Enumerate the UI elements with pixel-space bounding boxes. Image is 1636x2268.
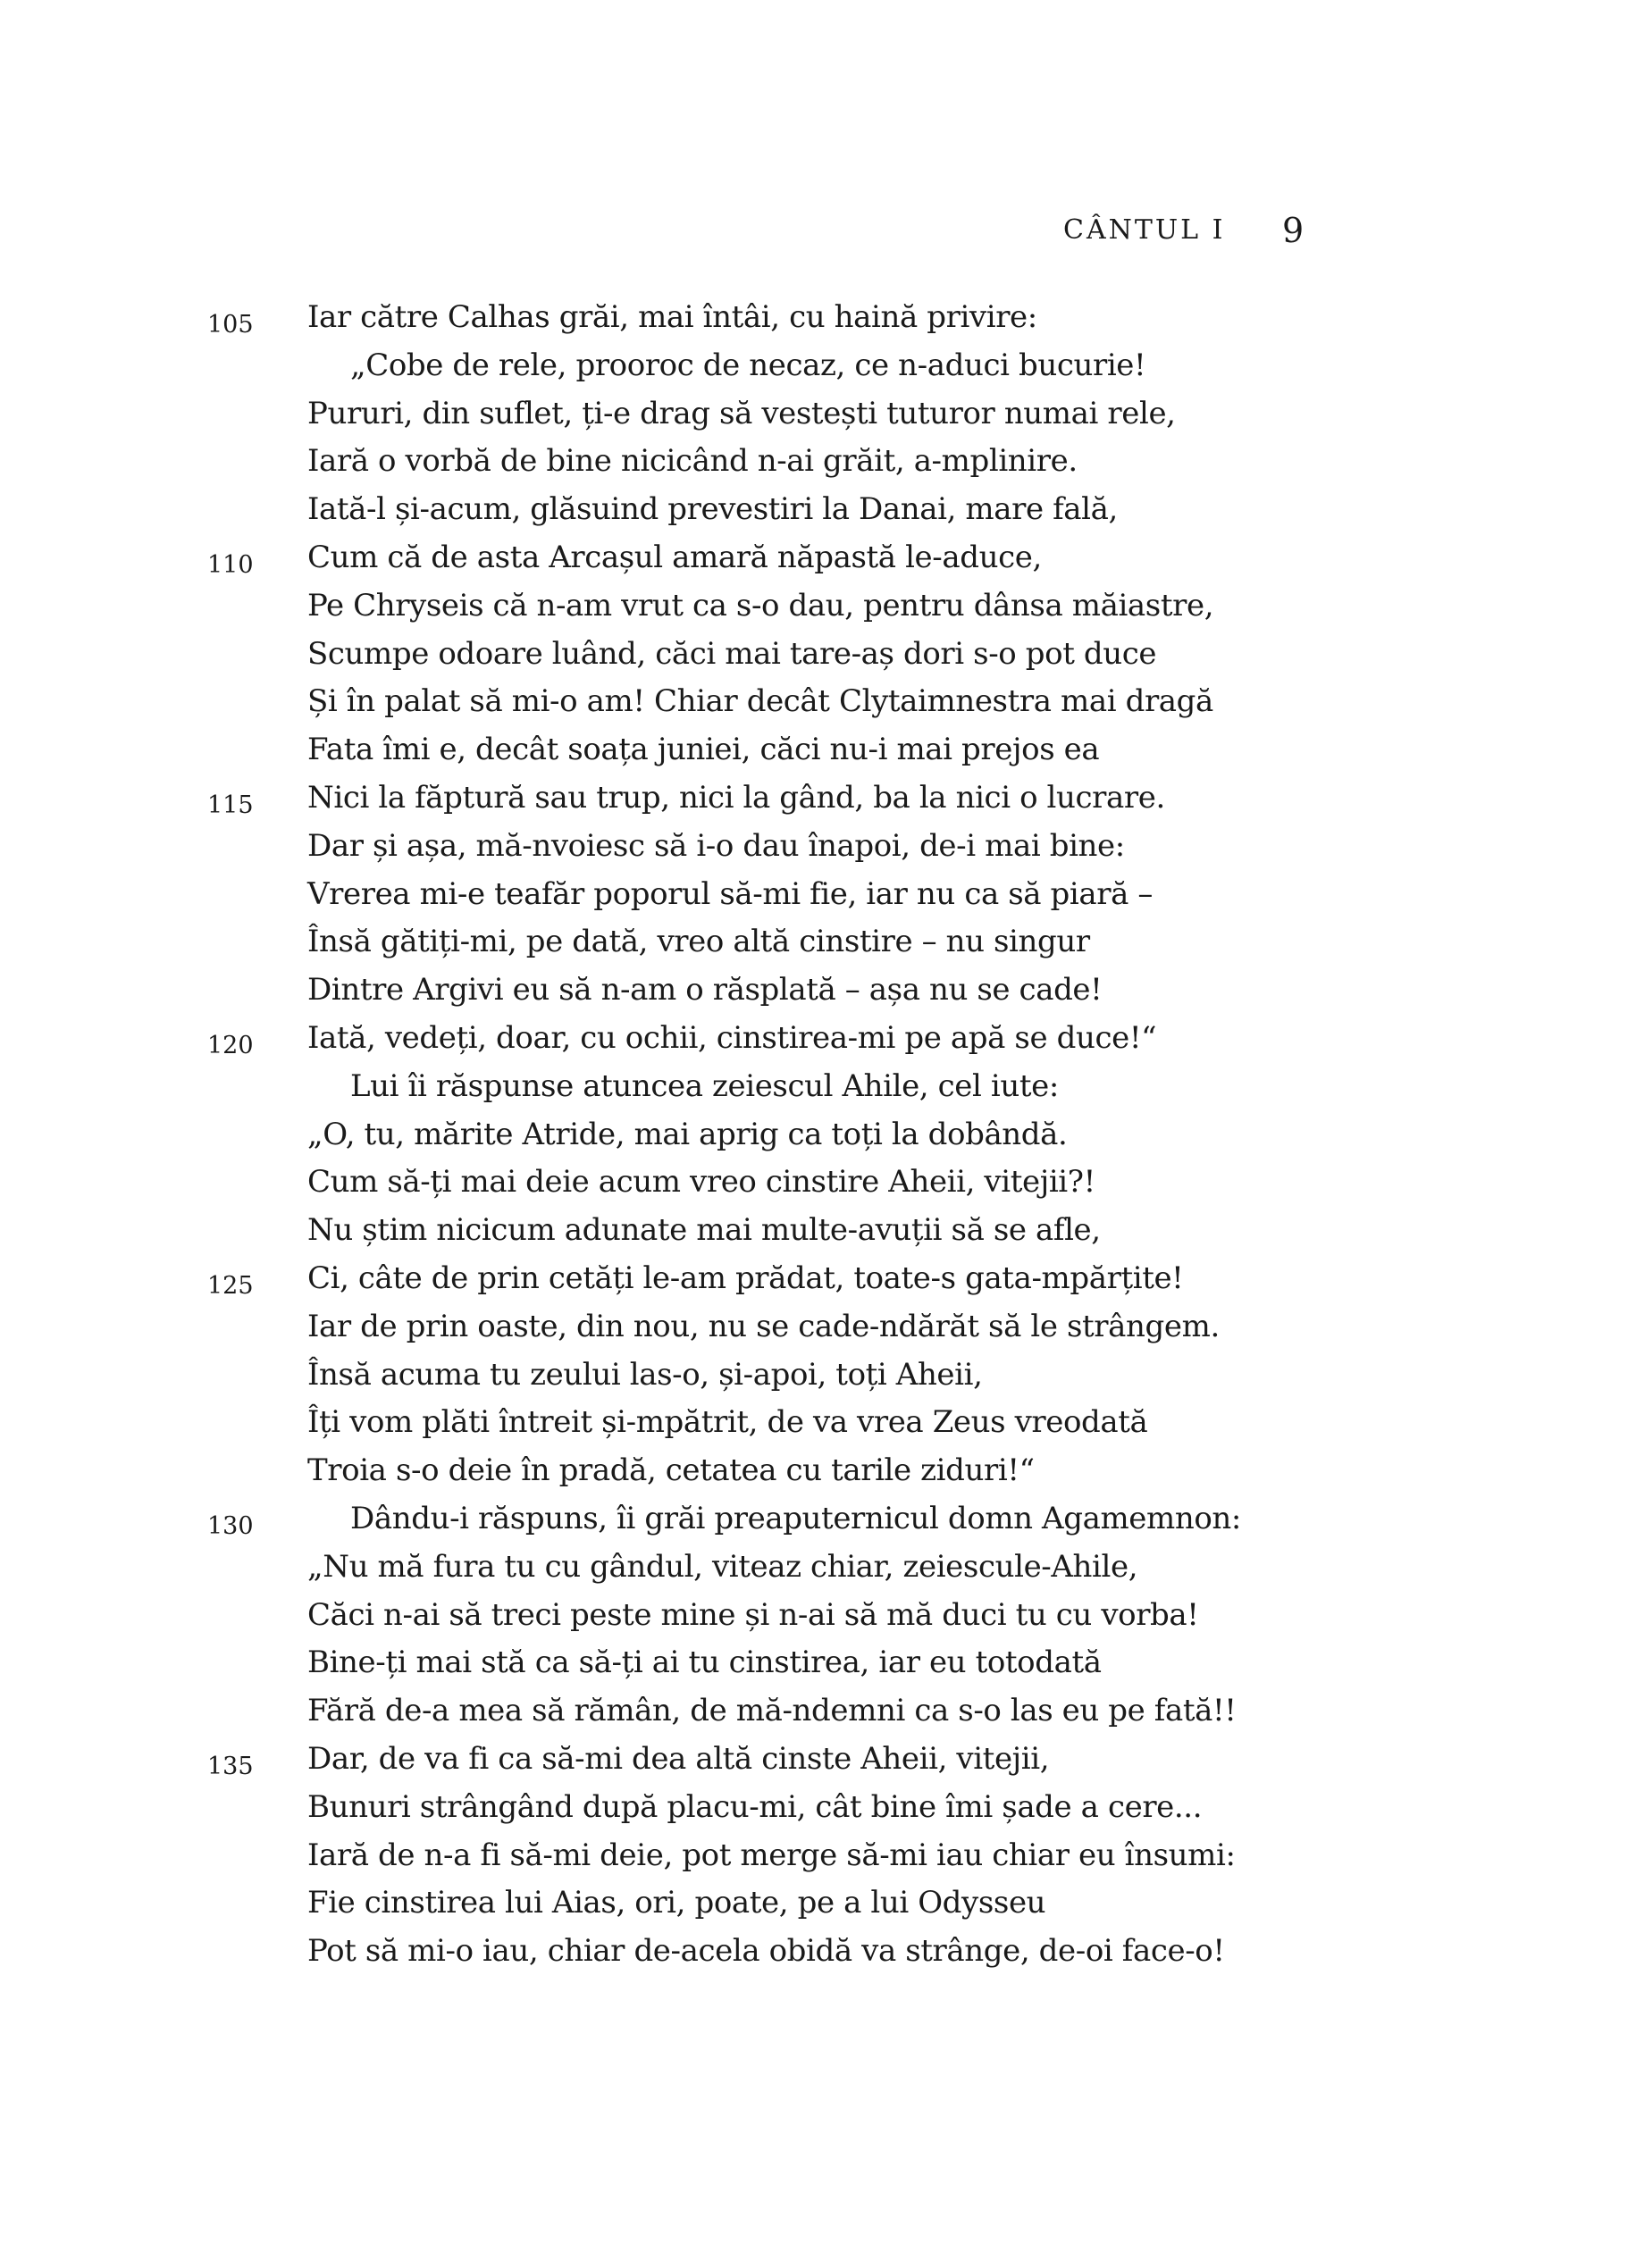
verse-line	[207, 294, 1476, 342]
line-number: 125	[207, 1271, 254, 1300]
line-number: 120	[207, 1031, 254, 1059]
verse-text: Pot să mi-o iau, chiar de-acela obidă va strânge, de-oi face-o!	[307, 1933, 1225, 1970]
verse-text: Iar către Calhas grăi, mai întâi, cu haină privire:	[307, 299, 1037, 335]
verse-text: Căci n-ai să treci peste mine și n-ai să mă duci tu cu vorba!	[307, 1596, 1199, 1633]
verse-text: Troia s-o deie în pradă, cetatea cu tarile ziduri!“	[307, 1452, 1035, 1489]
verse-text: Cum că de asta Arcașul amară năpastă le-aduce,	[307, 539, 1042, 575]
verse-line	[207, 1159, 1476, 1207]
verse-line	[207, 1544, 1476, 1592]
verse-text: Însă acuma tu zeului las-o, și-apoi, toți Aheii,	[307, 1356, 983, 1393]
running-head	[1063, 211, 1313, 255]
verse-line	[207, 918, 1476, 967]
verse-text: Iar de prin oaste, din nou, nu se cade-ndărăt să le strângem.	[307, 1308, 1220, 1344]
verse-text: Pururi, din suflet, ți-e drag să vestești tuturor numai rele,	[307, 395, 1176, 431]
verse-text: Nici la făptură sau trup, nici la gând, ba la nici o lucrare.	[307, 779, 1165, 816]
verse-line	[207, 1015, 1476, 1063]
verse-text: Iară o vorbă de bine nicicând n-ai grăit, a-mplinire.	[307, 443, 1078, 480]
verse-text: Fata îmi e, decât soața juniei, căci nu-i mai prejos ea	[307, 732, 1100, 768]
verse-text: Iară de n-a fi să-mi deie, pot merge să-mi iau chiar eu însumi:	[307, 1837, 1236, 1873]
chapter-title: CÂNTUL I	[1063, 214, 1226, 246]
verse-text: Îți vom plăti întreit și-mpătrit, de va vrea Zeus vreodată	[307, 1404, 1148, 1441]
verse-line	[207, 1879, 1476, 1928]
verse-line	[207, 1352, 1476, 1400]
verse-line	[207, 1399, 1476, 1447]
verse-line	[207, 1111, 1476, 1159]
verse-line	[207, 1832, 1476, 1880]
verse-text: Iată, vedeți, doar, cu ochii, cinstirea-mi pe apă se duce!“	[307, 1019, 1157, 1056]
verse-line	[207, 1447, 1476, 1495]
verse-text: Bunuri strângând după placu-mi, cât bine îmi șade a cere...	[307, 1788, 1203, 1825]
verse-text: Cum să-ți mai deie acum vreo cinstire Aheii, vitejii?!	[307, 1164, 1095, 1201]
verse-line	[207, 438, 1476, 486]
verse-line	[207, 390, 1476, 439]
verse-line	[207, 1784, 1476, 1832]
line-number: 135	[207, 1752, 254, 1780]
verse-text: Fie cinstirea lui Aias, ori, poate, pe a lui Odysseu	[307, 1885, 1046, 1921]
verse-text: „Cobe de rele, prooroc de necaz, ce n-aduci bucurie!	[350, 347, 1146, 383]
verse-line	[207, 1928, 1476, 1976]
verse-line	[207, 1063, 1476, 1111]
verse-line	[207, 678, 1476, 726]
verse-line	[207, 582, 1476, 631]
page-number: 9	[1282, 211, 1305, 250]
line-number: 110	[207, 550, 254, 579]
verse-line	[207, 1687, 1476, 1736]
verse-line	[207, 342, 1476, 390]
verse-line	[207, 1255, 1476, 1303]
verse-line	[207, 1736, 1476, 1784]
line-number: 115	[207, 791, 254, 819]
verse-text: Iată-l și-acum, glăsuind prevestiri la Danai, mare fală,	[307, 491, 1118, 528]
verse-block	[207, 294, 1476, 1976]
verse-text: Și în palat să mi-o am! Chiar decât Clytaimnestra mai dragă	[307, 683, 1213, 720]
verse-line	[207, 726, 1476, 774]
verse-line	[207, 1495, 1476, 1544]
line-number: 130	[207, 1511, 254, 1540]
verse-text: Lui îi răspunse atuncea zeiescul Ahile, cel iute:	[350, 1067, 1059, 1104]
verse-text: Vrerea mi-e teafăr poporul să-mi fie, iar nu ca să piară –	[307, 875, 1153, 912]
verse-line	[207, 871, 1476, 919]
verse-line	[207, 1303, 1476, 1352]
verse-text: Dându-i răspuns, îi grăi preaputernicul domn Agamemnon:	[350, 1500, 1241, 1536]
verse-text: Scumpe odoare luând, căci mai tare-aș dori s-o pot duce	[307, 635, 1157, 672]
verse-text: Însă gătiți-mi, pe dată, vreo altă cinstire – nu singur	[307, 924, 1090, 960]
verse-text: Ci, câte de prin cetăți le-am prădat, toate-s gata-mpărțite!	[307, 1260, 1184, 1296]
verse-text: Dintre Argivi eu să n-am o răsplată – așa nu se cade!	[307, 972, 1103, 1008]
verse-line	[207, 534, 1476, 582]
verse-text: Dar și așa, mă-nvoiesc să i-o dau înapoi, de-i mai bine:	[307, 827, 1125, 864]
verse-line	[207, 774, 1476, 823]
verse-text: Dar, de va fi ca să-mi dea altă cinste Aheii, vitejii,	[307, 1740, 1050, 1777]
line-number: 105	[207, 311, 254, 339]
verse-line	[207, 631, 1476, 679]
verse-line	[207, 967, 1476, 1015]
verse-text: „O, tu, mărite Atride, mai aprig ca toți la dobândă.	[307, 1116, 1068, 1152]
verse-text: Bine-ți mai stă ca să-ți ai tu cinstirea, iar eu totodată	[307, 1645, 1102, 1681]
verse-line	[207, 1639, 1476, 1687]
verse-text: Nu știm nicicum adunate mai multe-avuții să se afle,	[307, 1212, 1101, 1249]
verse-text: Pe Chryseis că n-am vrut ca s-o dau, pentru dânsa măiastre,	[307, 587, 1214, 623]
verse-line	[207, 486, 1476, 534]
verse-line	[207, 1592, 1476, 1640]
verse-line	[207, 1207, 1476, 1255]
verse-text: „Nu mă fura tu cu gândul, viteaz chiar, zeiescule-Ahile,	[307, 1548, 1138, 1585]
verse-line	[207, 823, 1476, 871]
verse-text: Fără de-a mea să rămân, de mă-ndemni ca s-o las eu pe fată!!	[307, 1693, 1237, 1729]
